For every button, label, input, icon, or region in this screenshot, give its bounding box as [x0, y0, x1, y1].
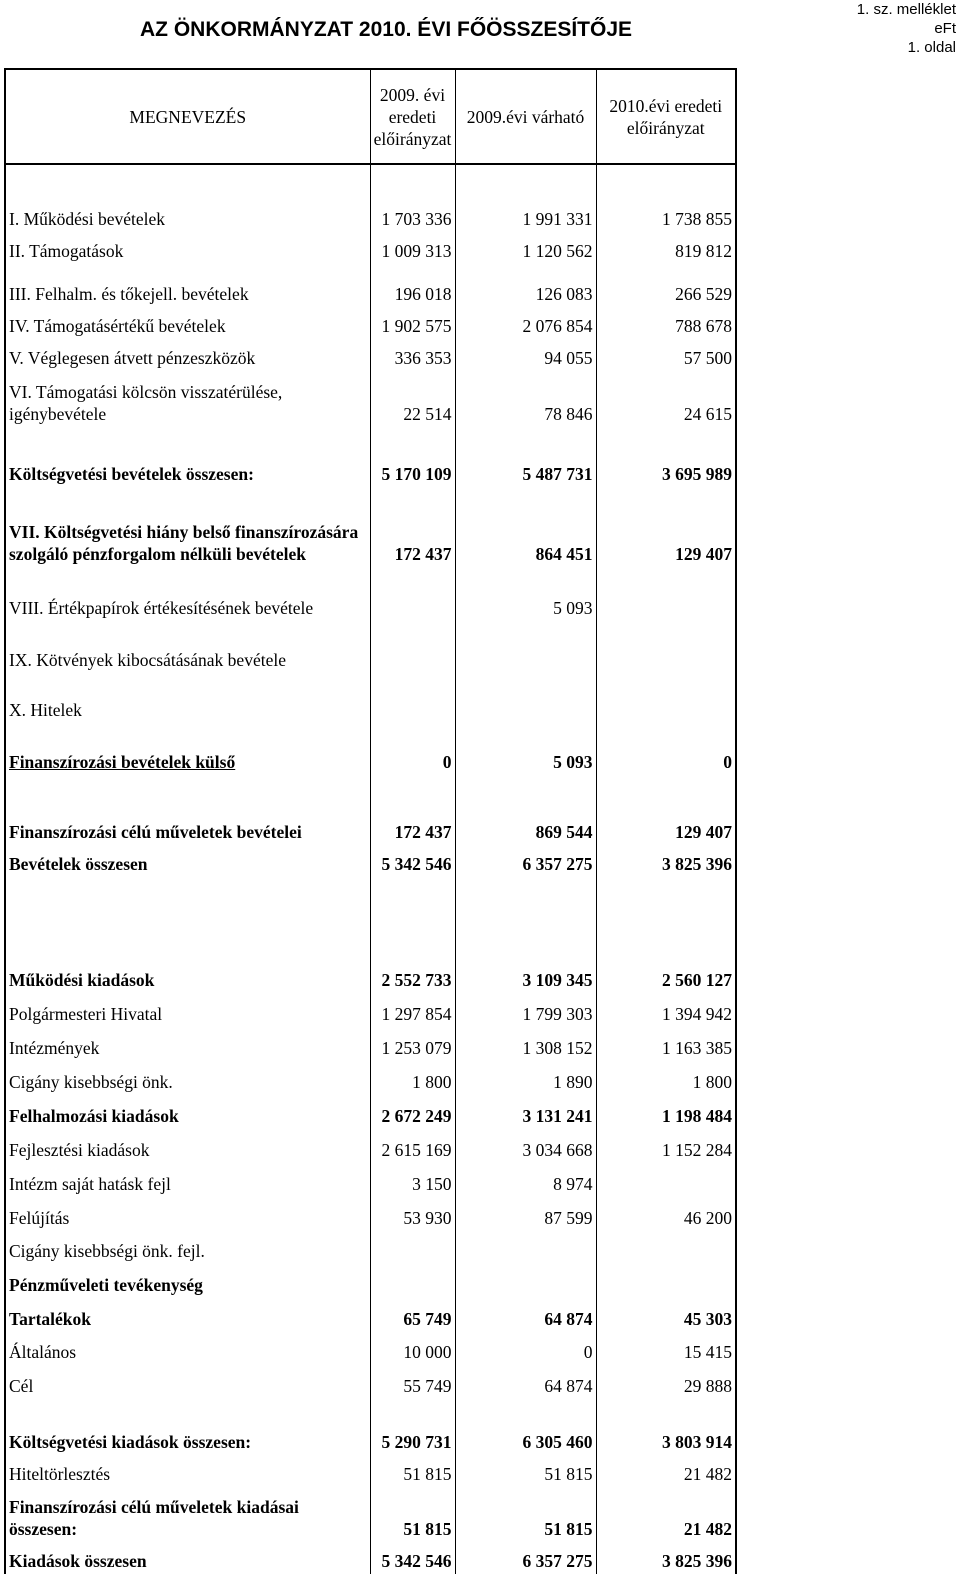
row-label: Működési kiadások	[5, 959, 370, 993]
cell-2010-plan: 0	[596, 723, 736, 775]
row-label: VIII. Értékpapírok értékesítésének bevétele	[5, 567, 370, 621]
row-label: Finanszírozási bevételek külső	[5, 723, 370, 775]
cell-2009-plan: 1 902 575	[370, 307, 455, 339]
cell-2009-plan: 10 000	[370, 1332, 455, 1365]
cell-2009-expected: 1 308 152	[455, 1027, 596, 1061]
table-row	[5, 1061, 736, 1095]
page-title: AZ ÖNKORMÁNYZAT 2010. ÉVI FŐÖSSZESÍTŐJE	[140, 18, 633, 41]
cell-2009-plan: 196 018	[370, 264, 455, 307]
table-row	[5, 959, 736, 993]
page-number: 1. oldal	[907, 39, 956, 56]
cell-2009-plan: 22 514	[370, 371, 455, 427]
row-label: V. Véglegesen átvett pénzeszközök	[5, 339, 370, 371]
total-row	[5, 1542, 736, 1574]
cell-2009-expected: 8 974	[455, 1163, 596, 1197]
cell-2009-expected: 5 093	[455, 723, 596, 775]
cell-2010-plan: 1 152 284	[596, 1129, 736, 1163]
table-row	[5, 307, 736, 339]
cell-2010-plan: 266 529	[596, 264, 736, 307]
cell-2010-plan: 1 738 855	[596, 200, 736, 232]
cell-2009-plan	[370, 567, 455, 621]
cell-2009-expected: 3 034 668	[455, 1129, 596, 1163]
table-row	[5, 1095, 736, 1129]
row-label: Intézmények	[5, 1027, 370, 1061]
column-header-name: MEGNEVEZÉS	[5, 69, 370, 164]
cell-2009-expected: 78 846	[455, 371, 596, 427]
cell-2009-plan: 1 253 079	[370, 1027, 455, 1061]
cell-2009-plan: 1 009 313	[370, 232, 455, 264]
cell-2009-plan: 65 749	[370, 1298, 455, 1332]
cell-2009-expected	[455, 1231, 596, 1264]
subtotal-row	[5, 1399, 736, 1455]
total-row	[5, 845, 736, 877]
cell-2009-expected: 94 055	[455, 339, 596, 371]
table-row	[5, 1197, 736, 1231]
cell-2009-plan: 51 815	[370, 1487, 455, 1542]
cell-2009-plan: 1 800	[370, 1061, 455, 1095]
row-label: I. Működési bevételek	[5, 200, 370, 232]
cell-2010-plan	[596, 1231, 736, 1264]
cell-2009-expected: 0	[455, 1332, 596, 1365]
cell-2010-plan	[596, 567, 736, 621]
cell-2009-plan: 2 552 733	[370, 959, 455, 993]
cell-2010-plan: 24 615	[596, 371, 736, 427]
table-row	[5, 567, 736, 621]
cell-2009-plan: 0	[370, 723, 455, 775]
cell-2009-plan: 2 672 249	[370, 1095, 455, 1129]
cell-2009-expected: 864 451	[455, 487, 596, 567]
cell-2010-plan	[596, 1163, 736, 1197]
row-label: IV. Támogatásértékű bevételek	[5, 307, 370, 339]
cell-2010-plan: 788 678	[596, 307, 736, 339]
cell-2009-plan: 53 930	[370, 1197, 455, 1231]
cell-2010-plan: 2 560 127	[596, 959, 736, 993]
row-label: Hiteltörlesztés	[5, 1455, 370, 1487]
cell-2009-plan: 55 749	[370, 1365, 455, 1399]
cell-2010-plan: 129 407	[596, 487, 736, 567]
cell-2009-plan: 51 815	[370, 1455, 455, 1487]
row-label: Pénzműveleti tevékenység	[5, 1264, 370, 1298]
cell-2009-expected: 51 815	[455, 1455, 596, 1487]
cell-2010-plan	[596, 621, 736, 673]
table-row	[5, 371, 736, 427]
cell-2010-plan	[596, 1264, 736, 1298]
table-row	[5, 200, 736, 232]
cell-2009-plan: 336 353	[370, 339, 455, 371]
table-row	[5, 1231, 736, 1264]
cell-2009-expected	[455, 673, 596, 723]
cell-2009-plan: 5 342 546	[370, 845, 455, 877]
table-row	[5, 1298, 736, 1332]
table-row	[5, 775, 736, 845]
cell-2009-plan: 3 150	[370, 1163, 455, 1197]
cell-2010-plan: 1 163 385	[596, 1027, 736, 1061]
cell-2010-plan: 21 482	[596, 1487, 736, 1542]
cell-2009-plan	[370, 1264, 455, 1298]
row-label: Általános	[5, 1332, 370, 1365]
row-label: Cél	[5, 1365, 370, 1399]
row-label: X. Hitelek	[5, 673, 370, 723]
table-row	[5, 1332, 736, 1365]
row-label: VII. Költségvetési hiány belső finanszírozására szolgáló pénzforgalom nélküli bevételek	[5, 487, 370, 567]
row-label: Finanszírozási célú műveletek kiadásai összesen:	[5, 1487, 370, 1542]
cell-2009-plan: 5 170 109	[370, 427, 455, 487]
cell-2010-plan: 21 482	[596, 1455, 736, 1487]
cell-2009-plan: 1 703 336	[370, 200, 455, 232]
spacer-row	[5, 877, 736, 959]
row-label: Tartalékok	[5, 1298, 370, 1332]
cell-2010-plan: 45 303	[596, 1298, 736, 1332]
table-row	[5, 1027, 736, 1061]
cell-2010-plan: 1 800	[596, 1061, 736, 1095]
table-header-row	[5, 69, 736, 164]
column-header-2009-plan: 2009. évi eredeti előirányzat	[370, 69, 455, 164]
row-label: Kiadások összesen	[5, 1542, 370, 1574]
cell-2009-plan: 1 297 854	[370, 993, 455, 1027]
row-label: Cigány kisebbségi önk. fejl.	[5, 1231, 370, 1264]
cell-2009-expected: 1 991 331	[455, 200, 596, 232]
table-row	[5, 993, 736, 1027]
spacer-row	[5, 164, 736, 200]
cell-2010-plan	[596, 673, 736, 723]
cell-2009-expected: 64 874	[455, 1365, 596, 1399]
cell-2009-expected: 6 357 275	[455, 1542, 596, 1574]
row-label: VI. Támogatási kölcsön visszatérülése, igénybevétele	[5, 371, 370, 427]
cell-2009-expected: 5 487 731	[455, 427, 596, 487]
cell-2009-expected: 64 874	[455, 1298, 596, 1332]
column-header-2010-plan: 2010.évi eredeti előirányzat	[596, 69, 736, 164]
row-label: IX. Kötvények kibocsátásának bevétele	[5, 621, 370, 673]
column-header-2009-expected: 2009.évi várható	[455, 69, 596, 164]
table-row	[5, 487, 736, 567]
page-meta	[857, 0, 956, 57]
cell-2009-expected: 126 083	[455, 264, 596, 307]
cell-2009-expected: 1 890	[455, 1061, 596, 1095]
cell-2009-plan	[370, 1231, 455, 1264]
cell-2010-plan: 3 695 989	[596, 427, 736, 487]
row-label: II. Támogatások	[5, 232, 370, 264]
cell-2010-plan: 57 500	[596, 339, 736, 371]
cell-2009-expected: 1 120 562	[455, 232, 596, 264]
cell-2009-expected: 87 599	[455, 1197, 596, 1231]
annex-label: 1. sz. melléklet	[856, 1, 956, 18]
row-label: Cigány kisebbségi önk.	[5, 1061, 370, 1095]
row-label: Finanszírozási célú műveletek bevételei	[5, 775, 370, 845]
cell-2009-plan: 2 615 169	[370, 1129, 455, 1163]
cell-2009-expected: 5 093	[455, 567, 596, 621]
cell-2010-plan: 3 825 396	[596, 1542, 736, 1574]
row-label: Költségvetési kiadások összesen:	[5, 1399, 370, 1455]
row-label: Felhalmozási kiadások	[5, 1095, 370, 1129]
cell-2009-plan: 5 342 546	[370, 1542, 455, 1574]
cell-2010-plan: 29 888	[596, 1365, 736, 1399]
cell-2009-plan: 172 437	[370, 775, 455, 845]
cell-2009-expected: 51 815	[455, 1487, 596, 1542]
cell-2009-expected	[455, 621, 596, 673]
table-row	[5, 1264, 736, 1298]
table-row	[5, 1487, 736, 1542]
row-label: Bevételek összesen	[5, 845, 370, 877]
cell-2010-plan: 819 812	[596, 232, 736, 264]
cell-2010-plan: 3 825 396	[596, 845, 736, 877]
cell-2009-expected: 6 357 275	[455, 845, 596, 877]
table-row	[5, 621, 736, 673]
cell-2009-plan	[370, 621, 455, 673]
table-row	[5, 1455, 736, 1487]
cell-2009-expected: 3 131 241	[455, 1095, 596, 1129]
unit-label: eFt	[934, 20, 956, 37]
cell-2010-plan: 1 394 942	[596, 993, 736, 1027]
cell-2009-expected: 6 305 460	[455, 1399, 596, 1455]
table-row	[5, 232, 736, 264]
cell-2009-plan: 5 290 731	[370, 1399, 455, 1455]
cell-2009-expected: 3 109 345	[455, 959, 596, 993]
row-label: Fejlesztési kiadások	[5, 1129, 370, 1163]
table-row	[5, 1365, 736, 1399]
cell-2009-plan	[370, 673, 455, 723]
cell-2010-plan: 1 198 484	[596, 1095, 736, 1129]
table-row	[5, 723, 736, 775]
row-label: Intézm saját hatásk fejl	[5, 1163, 370, 1197]
cell-2010-plan: 46 200	[596, 1197, 736, 1231]
table-row	[5, 264, 736, 307]
table-row	[5, 339, 736, 371]
cell-2010-plan: 3 803 914	[596, 1399, 736, 1455]
row-label: Polgármesteri Hivatal	[5, 993, 370, 1027]
row-label: Felújítás	[5, 1197, 370, 1231]
budget-summary-table	[4, 68, 737, 1574]
subtotal-row	[5, 427, 736, 487]
cell-2009-plan: 172 437	[370, 487, 455, 567]
cell-2010-plan: 15 415	[596, 1332, 736, 1365]
table-row	[5, 1129, 736, 1163]
cell-2009-expected: 869 544	[455, 775, 596, 845]
table-row	[5, 673, 736, 723]
table-row	[5, 1163, 736, 1197]
cell-2009-expected: 2 076 854	[455, 307, 596, 339]
cell-2010-plan: 129 407	[596, 775, 736, 845]
row-label: Költségvetési bevételek összesen:	[5, 427, 370, 487]
row-label: III. Felhalm. és tőkejell. bevételek	[5, 264, 370, 307]
cell-2009-expected: 1 799 303	[455, 993, 596, 1027]
cell-2009-expected	[455, 1264, 596, 1298]
